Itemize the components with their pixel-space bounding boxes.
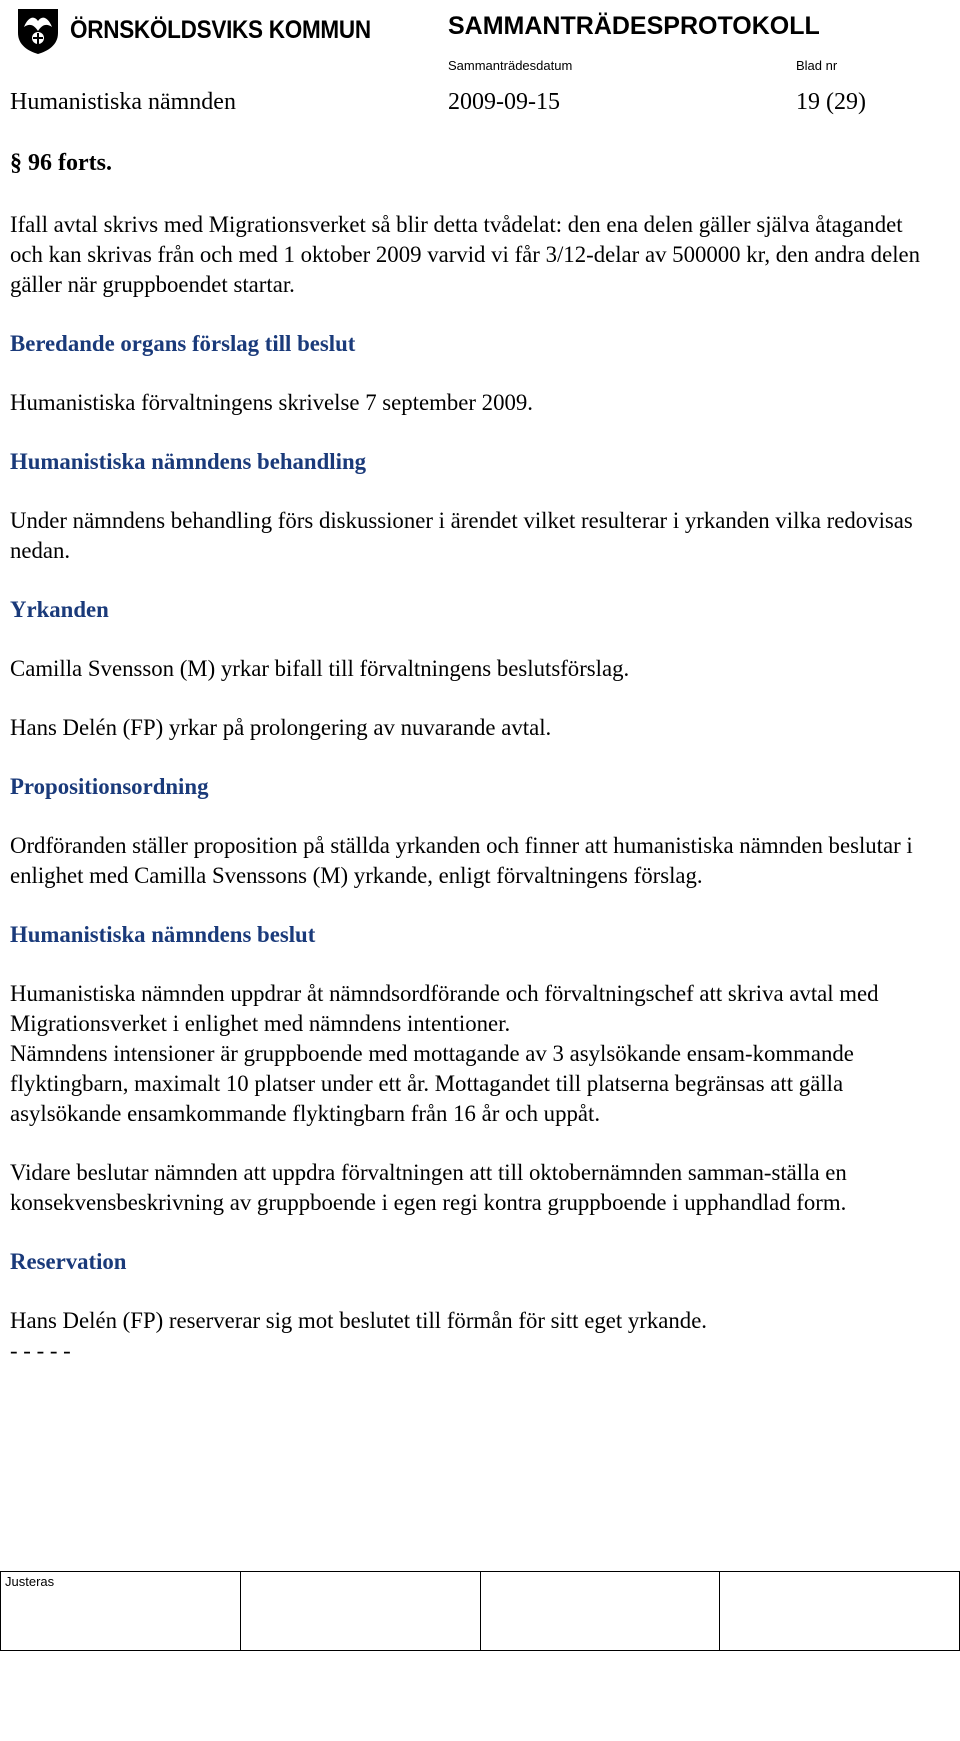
decision-heading: Humanistiska nämndens beslut [10,922,316,947]
signature-table [0,1571,960,1651]
page-number: 19 (29) [796,89,866,115]
section-number: § 96 forts. [10,150,112,176]
reservation-heading: Reservation [10,1249,127,1274]
signature-cell-1 [1,1572,241,1651]
motions-heading: Yrkanden [10,597,109,622]
signature-cell-3 [480,1572,720,1651]
municipal-crest-icon [14,5,62,55]
motion-2: Hans Delén (FP) yrkar på prolongering av nuvarande avtal. [10,715,552,740]
document-type-title: SAMMANTRÄDESPROTOKOLL [448,12,820,40]
meeting-date: 2009-09-15 [448,89,560,115]
handling-text: Under nämndens behandling förs diskussioner i ärendet vilket resulterar i yrkanden vilka redovisas nedan. [10,508,913,563]
municipality-logo [14,4,404,56]
decision-line-1: Humanistiska nämnden uppdrar åt nämndsordförande och förvaltningschef att skriva avtal med Migrationsverket i enlighet med nämndens intentioner. [10,981,879,1036]
proposition-heading: Propositionsordning [10,774,209,799]
proposal-heading: Beredande organs förslag till beslut [10,331,356,356]
municipality-name: ÖRNSKÖLDSVIKS KOMMUN [70,15,371,44]
sheet-number-label: Blad nr [796,58,838,73]
intro-paragraph: Ifall avtal skrivs med Migrationsverket så blir detta tvådelat: den ena delen gäller själva åtagandet och kan skrivas från och med 1 oktober 2009 varvid vi får 3/12-delar av 500000 kr, den andra delen gäller när gruppboendet startar. [10,212,921,297]
decision-line-2: Nämndens intensioner är gruppboende med mottagande av 3 asylsökande ensam-kommande flyktingbarn, maximalt 10 platser under ett år. Mottagandet till platserna begränsas att gälla asylsökande ensamkommande flyktingbarn från 16 år och uppåt. [10,1041,854,1126]
signature-cell-2 [240,1572,480,1651]
signature-cell-4 [720,1572,960,1651]
proposition-text: Ordföranden ställer proposition på ställda yrkanden och finner att humanistiska nämnden beslutar i enlighet med Camilla Svenssons (M) yrkande, enligt förvaltningens förslag. [10,833,913,888]
proposal-text: Humanistiska förvaltningens skrivelse 7 september 2009. [10,390,533,415]
end-marker: - - - - - [10,1338,71,1363]
handling-heading: Humanistiska nämndens behandling [10,449,367,474]
decision-text-2: Vidare beslutar nämnden att uppdra förvaltningen att till oktobernämnden samman-ställa en konsekvensbeskrivning av gruppboende i egen regi kontra gruppboende i upphandlad form. [10,1160,847,1215]
protocol-body [10,210,930,1366]
committee-name: Humanistiska nämnden [10,89,236,115]
adjust-label: Justeras [5,1574,55,1589]
motion-1: Camilla Svensson (M) yrkar bifall till förvaltningens beslutsförslag. [10,656,630,681]
meeting-date-label: Sammanträdesdatum [448,58,573,73]
reservation-text: Hans Delén (FP) reserverar sig mot beslutet till förmån för sitt eget yrkande. [10,1308,708,1333]
